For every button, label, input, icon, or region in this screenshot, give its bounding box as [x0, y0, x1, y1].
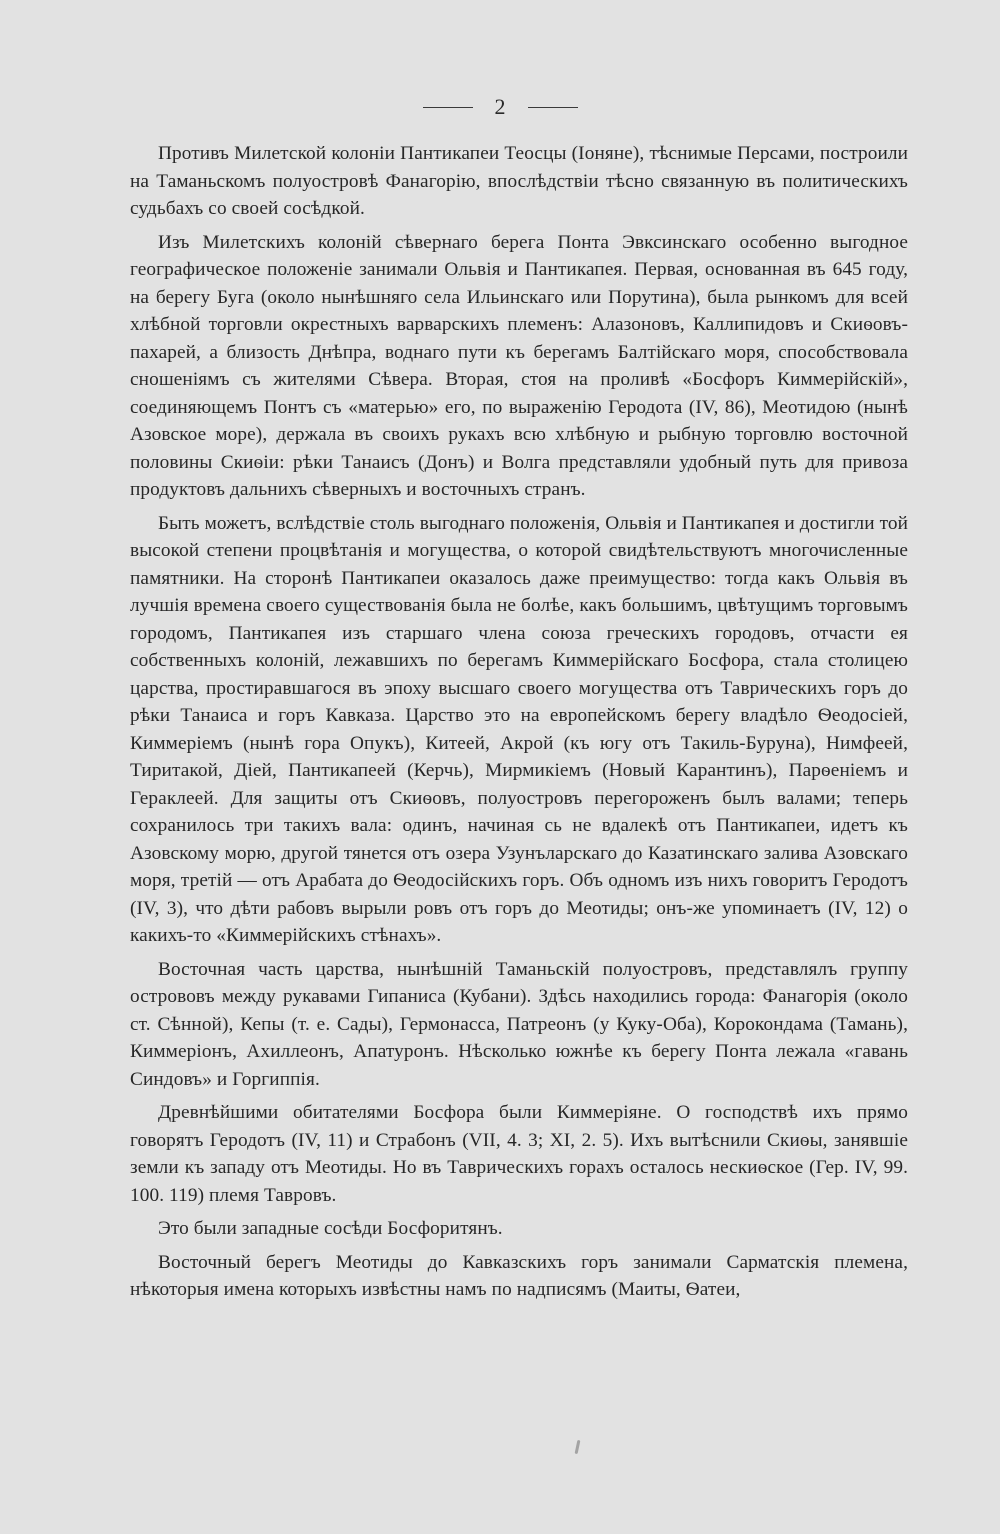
paragraph-6: Это были западные сосѣди Босфоритянъ.	[158, 1218, 503, 1239]
paragraph-1: Противъ Милетской колоніи Пантикапеи Теосцы (Іоняне), тѣснимые Персами, построили на Таманьскомъ полуостровѣ Фанагорію, впослѣдствіи тѣсно связанную въ политическихъ судьбахъ со своей сосѣдкой.	[130, 143, 908, 219]
page-number: 2	[494, 94, 506, 119]
header-rule-right	[528, 107, 578, 108]
paragraph-4: Восточная часть царства, нынѣшній Таманьскій полуостровъ, представлялъ группу острововъ между рукавами Гипаниса (Кубани). Здѣсь находились города: Фанагорія (около ст. Сѣнной), Кепы (т. е. Сады), Гермонасса, Патреонъ (у Куку-Оба), Корокондама (Тамань), Киммеріонъ, Ахиллеонъ, Апатуронъ. Нѣсколько южнѣе къ берегу Понта лежала «гавань Синдовъ» и Горгиппія.	[130, 958, 908, 1090]
paragraph-7: Восточный берегъ Меотиды до Кавказскихъ горъ занимали Сарматскія племена, нѣкоторыя имена которыхъ извѣстны намъ по надписямъ (Маиты, Ѳатеи,	[130, 1251, 908, 1300]
paragraph-3: Быть можетъ, вслѣдствіе столь выгоднаго положенія, Ольвія и Пантикапея и достигли той высокой степени процвѣтанія и могущества, о которой свидѣтельствуютъ многочисленные памятники. На сторонѣ Пантикапеи оказалось даже преимущество: тогда какъ Ольвія въ лучшія времена своего существованія была не болѣе, какъ большимъ, цвѣтущимъ торговымъ городомъ, Пантикапея изъ старшаго члена союза греческихъ городовъ, отчасти ея собственныхъ колоній, лежавшихъ по берегамъ Киммерійскаго Босфора, стала столицею царства, простиравшагося въ эпоху высшаго своего могущества отъ Таврическихъ горъ до рѣки Танаиса и горъ Кавказа. Царство это на европейскомъ берегу владѣло Ѳеодосіей, Киммеріемъ (нынѣ гора Опукъ), Китеей, Акрой (къ югу отъ Такиль-Буруна), Нимфеей, Тиритакой, Діей, Пантикапеей (Керчь), Мирмикіемъ (Новый Карантинъ), Парѳеніемъ и Гераклеей. Для защиты отъ Скиѳовъ, полуостровъ перегороженъ былъ валами; теперь сохранилось три такихъ вала: одинъ, начиная сь не вдалекѣ отъ Пантикапеи, идетъ къ Азовскому морю, другой тянется отъ озера Узунъларскаго до Казатинскаго залива Азовскаго моря, третій — отъ Арабата до Ѳеодосійскихъ горъ. Объ одномъ изъ нихъ говоритъ Геродотъ (IV, 3), что дѣти рабовъ вырыли ровъ отъ горъ до Меотиды; онъ-же упоминаетъ (IV, 12) о какихъ-то «Киммерійскихъ стѣнахъ».	[130, 512, 908, 946]
page-header	[0, 94, 1000, 120]
scan-speck	[575, 1440, 581, 1454]
paragraph-2: Изъ Милетскихъ колоній сѣвернаго берега Понта Эвксинскаго особенно выгодное географическое положеніе занимали Ольвія и Пантикапея. Первая, основанная въ 645 году, на берегу Буга (около нынѣшняго села Ильинскаго или Порутина), была рынкомъ для всей хлѣбной торговли окрестныхъ варварскихъ племенъ: Алазоновъ, Каллипидовъ и Скиѳовъ-пахарей, а близость Днѣпра, воднаго пути къ берегамъ Балтійскаго моря, способствовала сношеніямъ съ жителями Сѣвера. Вторая, стоя на проливѣ «Босфоръ Киммерійскій», соединяющемъ Понтъ съ «матерью» его, по выраженію Геродота (IV, 86), Меотидою (нынѣ Азовское море), держала въ своихъ рукахъ всю хлѣбную и рыбную торговлю восточной половины Скиѳіи: рѣки Танаисъ (Донъ) и Волга представляли удобный путь для привоза продуктовъ дальнихъ сѣверныхъ и восточныхъ странъ.	[130, 231, 908, 500]
body-text	[130, 140, 908, 1310]
paragraph-5: Древнѣйшими обитателями Босфора были Киммеріяне. О господствѣ ихъ прямо говорятъ Геродотъ (IV, 11) и Страбонъ (VII, 4. 3; XI, 2. 5). Ихъ вытѣснили Скиѳы, занявшіе земли къ западу отъ Меотиды. Но въ Таврическихъ горахъ осталось нескиѳское (Гер. IV, 99. 100. 119) племя Тавровъ.	[130, 1102, 908, 1206]
header-rule-left	[423, 107, 473, 108]
